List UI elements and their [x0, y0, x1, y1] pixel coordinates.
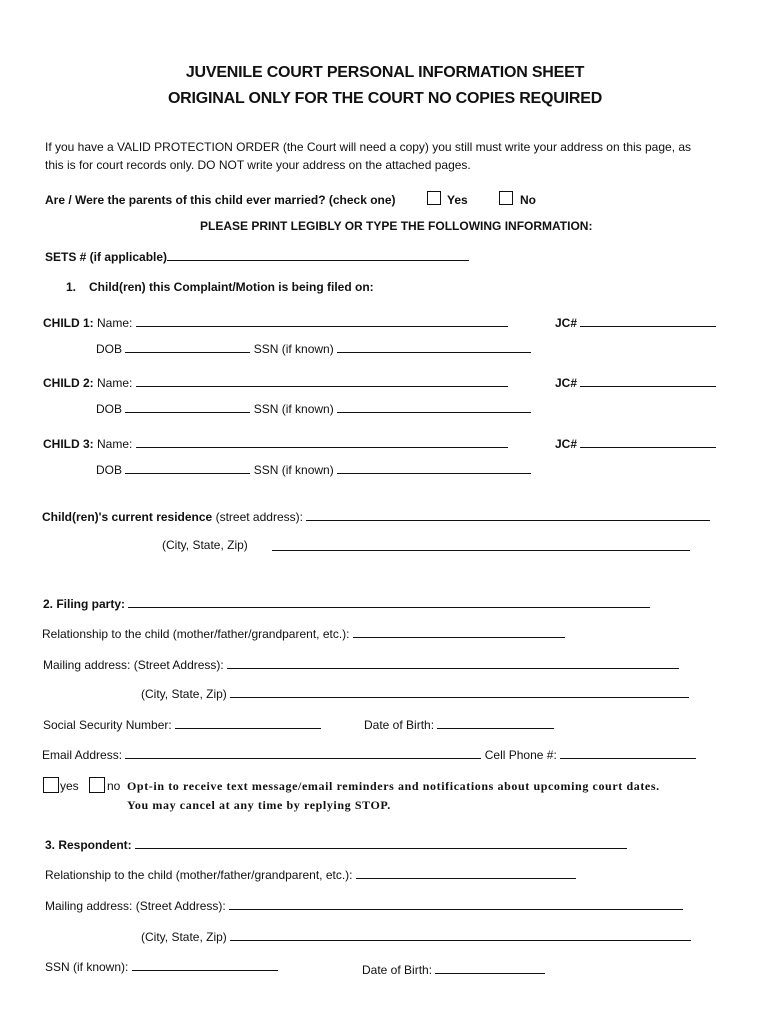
child-2-dob-input[interactable] [125, 401, 250, 413]
respondent-city-input[interactable] [230, 929, 691, 941]
intro-line-1: If you have a VALID PROTECTION ORDER (the Court will need a copy) you still must write your address on this page, as [45, 140, 692, 154]
email-label: Email Address: [42, 748, 123, 762]
married-yes-checkbox[interactable] [427, 191, 441, 205]
filing-email-row [42, 747, 696, 762]
filing-party-input[interactable] [128, 596, 650, 608]
ssn-label: SSN (if known): [45, 960, 129, 974]
respondent-mailing-input[interactable] [229, 898, 683, 910]
optin-no-checkbox[interactable] [89, 777, 105, 793]
child-1-name-row [43, 315, 508, 330]
child-3-dob-row [96, 462, 531, 477]
child-1-dob-row [96, 341, 531, 356]
jc-label: JC# [555, 316, 578, 330]
child-label: CHILD 3: [43, 437, 94, 451]
optin-no-label: no [107, 779, 121, 793]
child-1-name-input[interactable] [136, 315, 508, 327]
child-3-jc-input[interactable] [580, 436, 716, 448]
dob-label: DOB [96, 402, 123, 416]
optin-yes-checkbox[interactable] [43, 777, 59, 793]
child-2-dob-row [96, 401, 531, 416]
filing-dob-input[interactable] [437, 717, 554, 729]
ssn-label: SSN (if known) [253, 342, 334, 356]
name-label: Name: [97, 376, 133, 390]
mailing-label: Mailing address: (Street Address): [45, 899, 226, 913]
child-3-jc [555, 436, 716, 451]
dob-label: DOB [96, 342, 123, 356]
child-3-name-input[interactable] [136, 436, 508, 448]
title-line-2: ORIGINAL ONLY FOR THE COURT NO COPIES REQUIRED [167, 90, 603, 107]
respondent-label: 3. Respondent: [45, 838, 132, 852]
sets-input-line[interactable] [167, 249, 469, 261]
child-label: CHILD 1: [43, 316, 94, 330]
child-3-name-row [43, 436, 508, 451]
child-label: CHILD 2: [43, 376, 94, 390]
respondent-ssn-row [45, 959, 278, 974]
dob-label: DOB [96, 463, 123, 477]
married-no-label: No [520, 193, 536, 207]
married-question: Are / Were the parents of this child ever married? (check one) [45, 193, 396, 207]
filing-dob-row [364, 717, 554, 732]
jc-label: JC# [555, 376, 578, 390]
filing-relationship-row [42, 626, 565, 641]
married-no-checkbox[interactable] [499, 191, 513, 205]
optin-text-line-2: You may cancel at any time by replying STOP. [127, 798, 391, 812]
optin-yes-label: yes [60, 779, 79, 793]
residence-label: Child(ren)'s current residence [42, 510, 213, 524]
relationship-label: Relationship to the child (mother/father/grandparent, etc.): [42, 627, 350, 641]
filing-cell-input[interactable] [560, 747, 696, 759]
filing-email-input[interactable] [125, 747, 481, 759]
name-label: Name: [97, 437, 133, 451]
respondent-dob-input[interactable] [435, 962, 545, 974]
filing-ssn-row [43, 717, 321, 732]
child-2-name-row [43, 375, 508, 390]
residence-street-input[interactable] [306, 509, 710, 521]
filing-ssn-input[interactable] [175, 717, 321, 729]
section-1-number: 1. [66, 280, 77, 294]
cell-label: Cell Phone #: [484, 748, 557, 762]
residence-label-rest: (street address): [215, 510, 303, 524]
filing-city-row [141, 686, 689, 701]
filing-mailing-row [43, 657, 679, 672]
city-label: (City, State, Zip) [141, 687, 227, 701]
respondent-city-row [141, 929, 691, 944]
child-1-ssn-input[interactable] [337, 341, 531, 353]
title-line-1: JUVENILE COURT PERSONAL INFORMATION SHEET [185, 64, 585, 81]
respondent-relationship-input[interactable] [356, 867, 576, 879]
residence-row [42, 509, 710, 524]
residence-city-label: (City, State, Zip) [162, 538, 248, 552]
name-label: Name: [97, 316, 133, 330]
respondent-input[interactable] [135, 837, 627, 849]
child-1-jc-input[interactable] [580, 315, 716, 327]
respondent-dob-row [362, 962, 545, 977]
child-2-jc-input[interactable] [580, 375, 716, 387]
child-1-dob-input[interactable] [125, 341, 250, 353]
print-instruction: PLEASE PRINT LEGIBLY OR TYPE THE FOLLOWING INFORMATION: [200, 219, 593, 233]
sets-field [45, 249, 469, 264]
ssn-label: SSN (if known) [253, 402, 334, 416]
filing-relationship-input[interactable] [353, 626, 565, 638]
filing-city-input[interactable] [230, 686, 689, 698]
married-yes-label: Yes [447, 193, 468, 207]
respondent-row [45, 837, 627, 852]
filing-party-row [43, 596, 650, 611]
child-2-jc [555, 375, 716, 390]
relationship-label: Relationship to the child (mother/father/grandparent, etc.): [45, 868, 353, 882]
intro-line-2: this is for court records only. DO NOT write your address on the attached pages. [45, 158, 471, 172]
ssn-label: Social Security Number: [43, 718, 172, 732]
ssn-label: SSN (if known) [253, 463, 334, 477]
child-1-jc [555, 315, 716, 330]
respondent-relationship-row [45, 867, 576, 882]
child-3-dob-input[interactable] [125, 462, 250, 474]
jc-label: JC# [555, 437, 578, 451]
dob-label: Date of Birth: [364, 718, 435, 732]
optin-text-line-1: Opt-in to receive text message/email reminders and notifications about upcoming court dates. [127, 779, 660, 793]
filing-party-label: 2. Filing party: [43, 597, 126, 611]
dob-label: Date of Birth: [362, 963, 433, 977]
mailing-label: Mailing address: (Street Address): [43, 658, 224, 672]
section-1-title: Child(ren) this Complaint/Motion is being filed on: [89, 280, 374, 294]
respondent-ssn-input[interactable] [132, 959, 278, 971]
residence-city-input[interactable] [272, 550, 690, 551]
child-2-ssn-input[interactable] [337, 401, 531, 413]
city-label: (City, State, Zip) [141, 930, 227, 944]
respondent-mailing-row [45, 898, 683, 913]
child-2-name-input[interactable] [136, 375, 508, 387]
child-3-ssn-input[interactable] [337, 462, 531, 474]
filing-mailing-input[interactable] [227, 657, 679, 669]
sets-label: SETS # (if applicable) [45, 250, 168, 264]
